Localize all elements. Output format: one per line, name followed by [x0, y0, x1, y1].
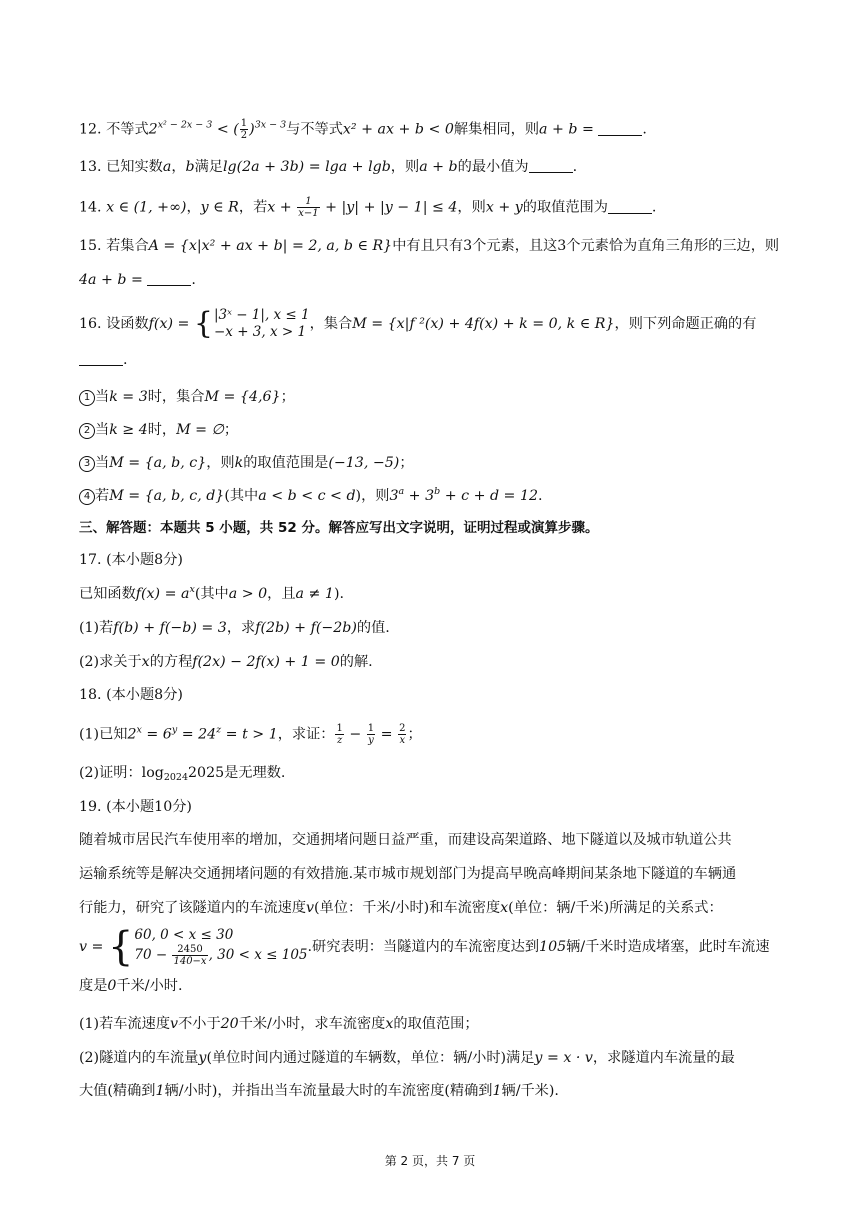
- option-4: 4 若M = {a, b, c, d}(其中a < b < c < d)，则$3^a + 3^b + c + d = 12$.: [79, 486, 543, 506]
- fraction: $\frac{2450}{140-x}$: [173, 944, 207, 967]
- question-15-cont: 4a + b = .: [79, 272, 196, 288]
- answer-blank: [147, 271, 191, 286]
- answer-blank: [608, 199, 652, 214]
- question-16-blank: .: [79, 350, 128, 370]
- question-13: 13. 已知实数a，b满足lg(2a + 3b) = lga + lgb，则a + b的最小值为 .: [79, 159, 578, 175]
- question-14: 14. x ∈ (1, +∞)，y ∈ R，若x + $\frac{1}{x-1}$ + |y| + |y − 1| ≤ 4，则x + y的取值范围为 .: [79, 196, 657, 219]
- option-3: 3 当M = {a, b, c}，则k的取值范围是(−13, −5)；: [79, 453, 414, 473]
- brace: {: [193, 306, 213, 341]
- question-18-head: 18. (本小题8分): [79, 687, 183, 703]
- question-19-para-3: 行能力，研究了该隧道内的车流速度v(单位：千米/小时)和车流密度x(单位：辆/千米)所满足的关系式：: [79, 900, 723, 916]
- question-18-part-1: (1)已知$2^x = 6^y = 24^z = t > 1$，求证： $\frac{1}{z}$ − $\frac{1}{y}$ = $\frac{2}{x}$ ；: [79, 723, 422, 746]
- question-17-part-1: (1)若f(b) + f(−b) = 3，求f(2b) + f(−2b)的值.: [79, 620, 390, 636]
- answer-blank: [529, 158, 573, 173]
- question-16: 16. 设函数f(x) = { |3ˣ − 1|, x ≤ 1 −x + 3, x > 1 ，集合M = {x|f ²(x) + 4f(x) + k = 0, k ∈ R}，则下列命题正确的有: [79, 306, 757, 341]
- answer-blank: [598, 121, 642, 136]
- fraction: $\frac{1}{x-1}$: [298, 196, 319, 219]
- question-19-part-1: (1)若车流速度v不小于20千米/小时，求车流密度x的取值范围；: [79, 1016, 479, 1032]
- fraction: $\frac{1}{y}$: [367, 723, 375, 746]
- brace: {: [107, 924, 134, 970]
- fraction: $\frac{1}{z}$: [336, 723, 343, 746]
- question-18-part-2: (2)证明：$\log_{2024}2025$是无理数.: [79, 765, 286, 783]
- option-1: 1 当k = 3时，集合M = {4,6}；: [79, 387, 295, 407]
- piecewise-cases: |3ˣ − 1|, x ≤ 1 −x + 3, x > 1: [213, 307, 310, 340]
- question-17-stem: 已知函数$f(x) = a^x$(其中a > 0，且a ≠ 1).: [79, 584, 344, 602]
- question-19-para-5: 度是0千米/小时.: [79, 978, 183, 994]
- page-footer: 第 2 页，共 7 页: [384, 1154, 476, 1168]
- fraction: $\frac{1}{2}$: [240, 118, 248, 141]
- question-19-part-2-cont: 大值(精确到1辆/小时)，并指出当车流量最大时的车流密度(精确到1辆/千米).: [79, 1083, 559, 1099]
- question-19-para-1: 随着城市居民汽车使用率的增加，交通拥堵问题日益严重，而建设高架道路、地下隧道以及城市轨道公共: [79, 832, 732, 848]
- piecewise-cases: 60, 0 < x ≤ 30 70 − $\frac{2450}{140-x}$ , 30 < x ≤ 105: [134, 927, 308, 967]
- question-17-part-2: (2)求关于x的方程f(2x) − 2f(x) + 1 = 0的解.: [79, 654, 373, 670]
- question-12: 12. 不等式$2^{x^2 - 2x - 3}$ < ( $\frac{1}{2}$ )$^{3x - 3}$与不等式x² + ax + b < 0解集相同，则a + b = .: [79, 118, 647, 141]
- question-15: 15. 若集合A = {x|x² + ax + b| = 2, a, b ∈ R}中有且只有3个元素，且这3个元素恰为直角三角形的三边，则: [79, 238, 780, 254]
- answer-blank: [79, 351, 123, 366]
- question-19-para-2: 运输系统等是解决交通拥堵问题的有效措施.某市城市规划部门为提高早晚高峰期间某条地下隧道的车辆通: [79, 866, 737, 882]
- question-17-head: 17. (本小题8分): [79, 552, 183, 568]
- question-19-head: 19. (本小题10分): [79, 799, 192, 815]
- fraction: $\frac{2}{x}$: [399, 723, 406, 746]
- section-heading: 三、解答题：本题共 5 小题，共 52 分。解答应写出文字说明，证明过程或演算步骤。: [79, 520, 599, 536]
- question-19-formula: v = { 60, 0 < x ≤ 30 70 − $\frac{2450}{140-x}$ , 30 < x ≤ 105 .研究表明：当隧道内的车流密度达到105辆/千米时造成堵塞，此时车流速: [79, 924, 770, 970]
- option-2: 2 当k ≥ 4时，M = ∅；: [79, 420, 238, 440]
- question-19-part-2: (2)隧道内的车流量y(单位时间内通过隧道的车辆数，单位：辆/小时)满足y = x · v，求隧道内车流量的最: [79, 1050, 735, 1066]
